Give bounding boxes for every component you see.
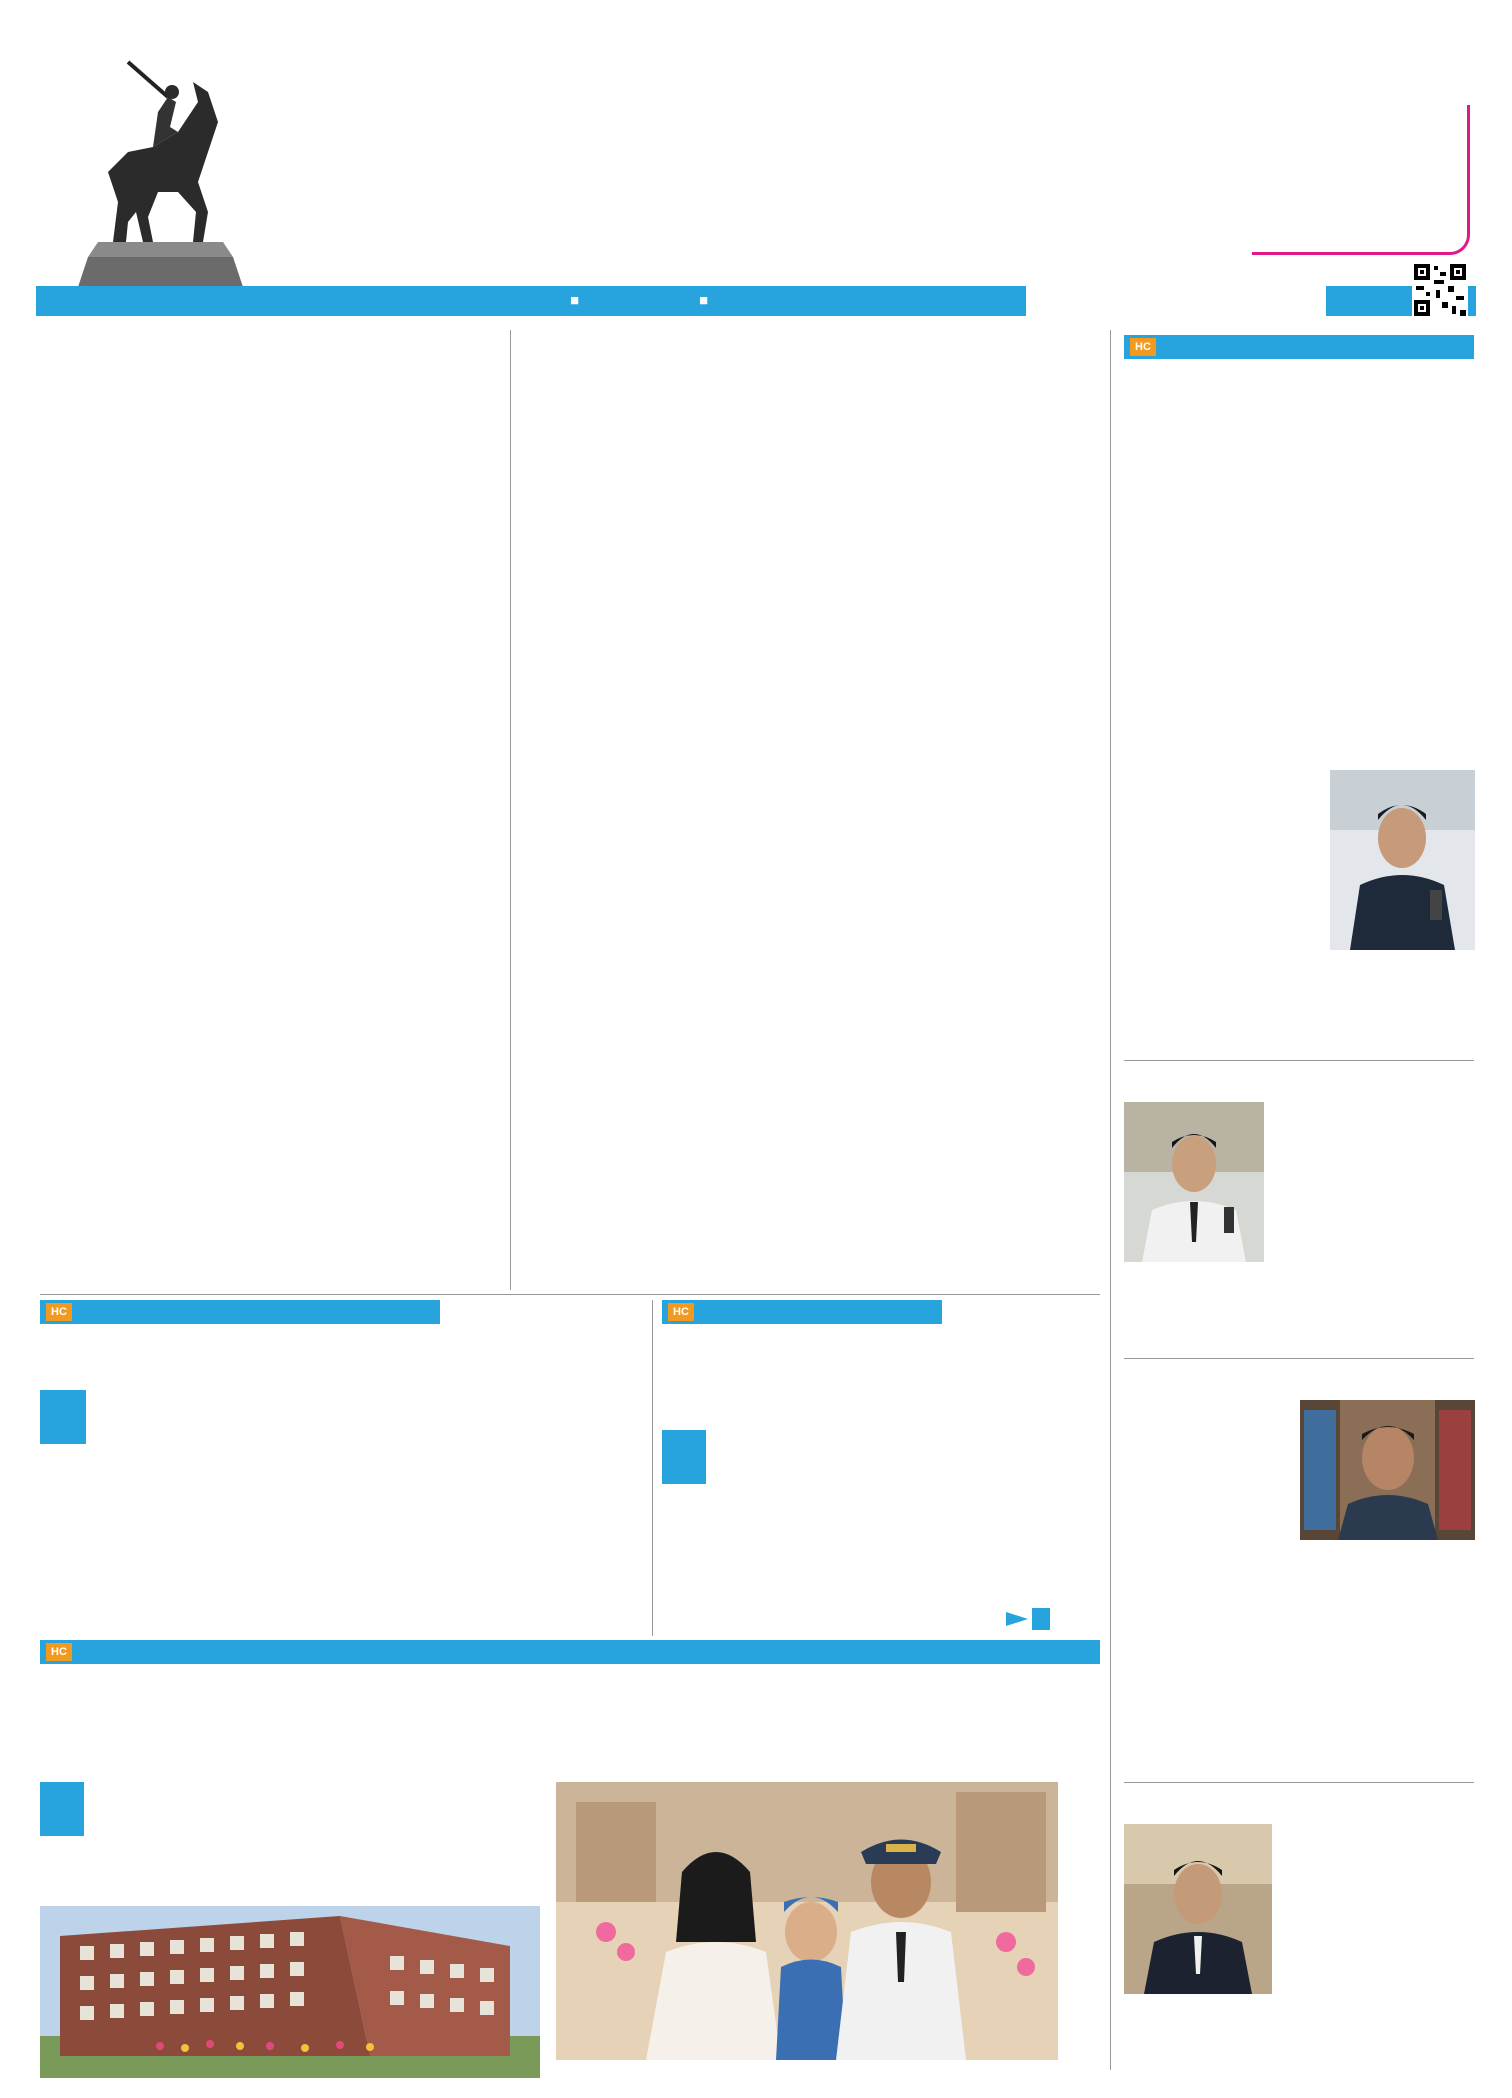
article1-column-1 [40,608,260,1288]
article4-bold-lead [40,1390,250,1630]
equestrian-statue-icon [58,52,263,302]
article4-column-2 [256,1390,444,1630]
arrow-right-icon [1006,1612,1028,1626]
qr-code-icon[interactable] [1412,262,1468,318]
continued-page-number [1032,1608,1050,1630]
divider [1124,1358,1474,1359]
column-divider [510,330,511,1290]
person-4-text [1280,1824,1476,1996]
section-tag: НС [40,1640,1100,1664]
family-photo [556,1782,1058,2060]
divider [1124,1060,1474,1061]
person-2-photo [1124,1102,1264,1262]
article5-bold-lead [662,1430,868,1635]
date-box [1026,286,1326,316]
section-tag: НС [662,1300,942,1324]
article3-intro [1124,612,1474,712]
continued-arrow[interactable] [1006,1608,1056,1630]
article6-bold-lead [40,1782,540,1902]
masthead [0,0,1512,320]
article5-column-2 [880,1430,1060,1610]
building-photo [40,1906,540,2078]
person-1-text [1124,770,1324,946]
slogan [1262,112,1458,252]
person-3-text [1124,1400,1294,1564]
person-1-photo [1330,770,1475,950]
article2-column-2 [792,556,1052,1250]
section-tag: НС [40,1300,440,1324]
newspaper-title [312,42,1267,217]
info-bar: ■ ■ [36,286,1476,316]
person-1-text-2 [1124,940,1474,1050]
article4-column-3 [452,1390,642,1615]
divider [1124,1782,1474,1783]
column-divider [1110,330,1111,2070]
article2-column-1 [520,556,780,1266]
section-tag: НС [1124,335,1474,359]
person-2-text [1272,1102,1476,1267]
column-divider [652,1300,653,1636]
year-motto [282,215,1282,257]
article1-column-2 [270,608,500,1288]
person-3-photo [1300,1400,1475,1540]
divider [40,1294,1100,1295]
person-4-photo [1124,1824,1272,1994]
